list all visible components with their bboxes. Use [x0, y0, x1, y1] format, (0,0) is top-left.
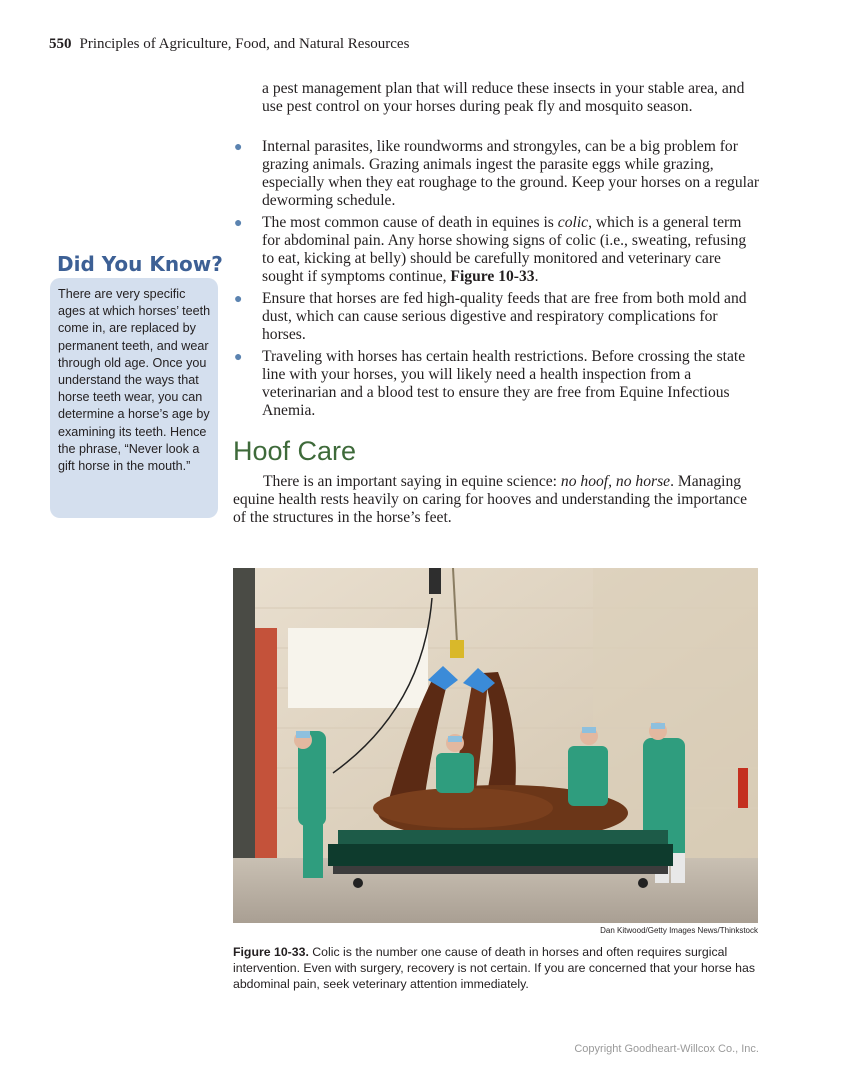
- running-header: [49, 36, 409, 53]
- section-title: Hoof Care: [233, 436, 357, 466]
- continuation-paragraph: a pest management plan that will reduce these insects in your stable area, and use pest control on your horses during peak fly and mosquito season.: [262, 80, 745, 115]
- bullet-icon: ●: [234, 350, 243, 365]
- list-item: [232, 138, 762, 210]
- page-number: 550: [49, 36, 72, 52]
- book-title: Principles of Agriculture, Food, and Natural Resources: [79, 36, 410, 52]
- copyright: Copyright Goodheart-Willcox Co., Inc.: [574, 1043, 759, 1055]
- photo-credit: Dan Kitwood/Getty Images News/Thinkstock: [600, 926, 758, 935]
- list-item: [232, 214, 762, 286]
- list-item: [232, 290, 762, 344]
- bullet-icon: ●: [234, 140, 243, 155]
- figure-caption: [233, 944, 763, 992]
- list-item: [232, 348, 762, 420]
- section-paragraph: There is an important saying in equine science: no hoof, no horse. Managing equine health rests heavily on caring for hooves and understanding the importance of the structures in the horse’s feet.: [233, 473, 747, 526]
- caption-text: Colic is the number one cause of death in horses and often requires surgical intervention. Even with surgery, recovery is not certain. If you are concerned that your horse has abdominal pain, seek veterinary attention immediately.: [233, 945, 755, 991]
- figure-label: Figure 10-33.: [233, 945, 309, 959]
- sidebar-text: There are very specific ages at which horses’ teeth come in, are replaced by permanent teeth, and wear through old age. Once you understand the ways that horse teeth wear, you can determine a horse’s age by examining its teeth. Hence the phrase, “Never look a gift horse in the mouth.”: [58, 287, 211, 474]
- bullet-icon: ●: [234, 292, 243, 307]
- bullet-list: [232, 138, 762, 424]
- sidebar-box: [50, 278, 218, 518]
- sidebar-title: Did You Know?: [57, 252, 223, 276]
- figure-reference: Figure 10-33: [450, 268, 535, 285]
- bullet-text: The most common cause of death in equines is colic, which is a general term for abdominal pain. Any horse showing signs of colic (i.e., sweating, refusing to eat, kicking at belly) should be carefully monitored and veterinary care sought if symptoms continue, Figure 10-33.: [262, 214, 747, 285]
- colic-term: colic: [557, 214, 589, 231]
- figure-photo: [233, 568, 758, 923]
- bullet-text: Traveling with horses has certain health restrictions. Before crossing the state line with your horses, you will likely need a health inspection from a veterinarian and a blood test to ensure they are free from Equine Infectious Anemia.: [262, 348, 746, 419]
- bullet-icon: ●: [234, 216, 243, 231]
- bullet-text: Ensure that horses are fed high-quality feeds that are free from both mold and dust, which can cause serious digestive and respiratory complications for horses.: [262, 290, 747, 343]
- saying: no hoof, no horse: [560, 473, 671, 490]
- bullet-text: Internal parasites, like roundworms and strongyles, can be a big problem for grazing animals. Grazing animals ingest the parasite eggs while grazing, especially when they eat roughage to the ground. Keep your horses on a regular deworming schedule.: [262, 138, 760, 209]
